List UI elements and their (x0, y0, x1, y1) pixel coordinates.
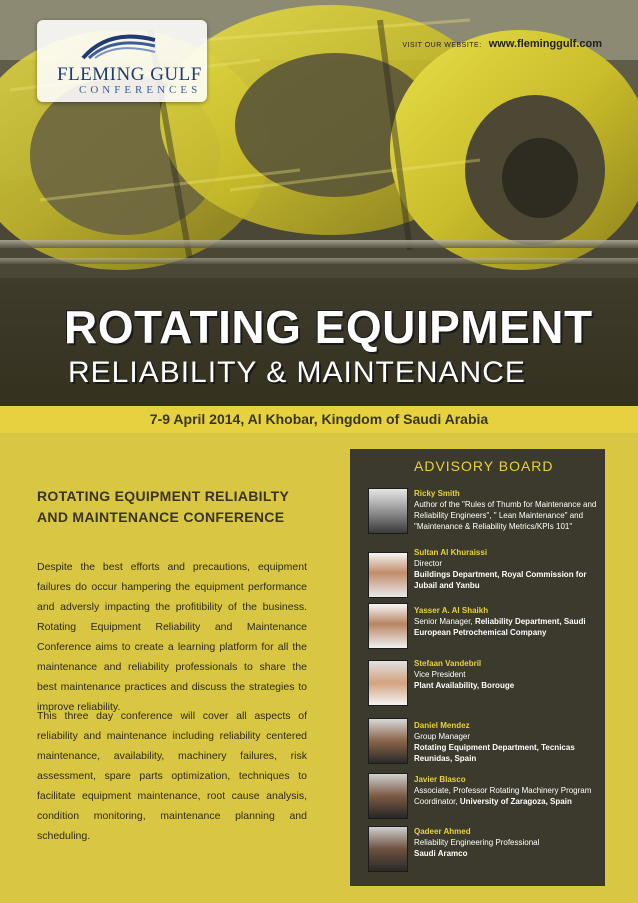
member-name: Javier Blasco (414, 775, 466, 784)
member-role: Director (414, 559, 443, 568)
member-name: Yasser A. Al Shaikh (414, 606, 489, 615)
board-member (414, 720, 604, 764)
logo-swoosh-icon (79, 28, 159, 62)
avatar (368, 603, 408, 649)
page-subtitle: RELIABILITY & MAINTENANCE (68, 356, 526, 389)
avatar (368, 718, 408, 764)
member-role: Reliability Engineering Professional (414, 838, 540, 847)
member-org: Buildings Department, Royal Commission for Jubail and Yanbu (414, 570, 587, 590)
board-member (414, 774, 604, 807)
member-role: Group Manager (414, 732, 471, 741)
hero-photo (0, 0, 638, 278)
avatar (368, 552, 408, 598)
advisory-board-title: ADVISORY BOARD (414, 458, 554, 474)
member-name: Stefaan Vandebril (414, 659, 482, 668)
member-role: Senior Manager, (414, 617, 475, 626)
website-label: VISIT OUR WEBSITE: (402, 42, 482, 49)
logo-subtitle: CONFERENCES (79, 84, 202, 96)
board-member (414, 547, 604, 591)
intro-paragraph: Despite the best efforts and precautions, equipment failures do occur hampering the equipment performance and adversly impacting the profitibility of the business. Rotating Equipment Reliability and Maintenance Conference aims to create a learning platform for all the maintenance and reliability professionals to share the best maintenance practices and discuss the strategies to improve reliability. (37, 561, 307, 713)
event-date: 7-9 April 2014, Al Khobar, Kingdom of Saudi Arabia (149, 411, 489, 427)
logo-panel (37, 20, 207, 102)
coverage-paragraph: This three day conference will cover all aspects of reliability and maintenance including reliability centered maintenance, availability, machinery failures, risk assessment, spare parts optimization, techniques to facilitate equipment maintenance, root cause analysis, condition monitoring, maintenance planning and scheduling. (37, 710, 307, 842)
website-link[interactable]: www.fleminggulf.com (488, 38, 602, 50)
member-org: Saudi Aramco (414, 849, 468, 858)
member-name: Daniel Mendez (414, 721, 470, 730)
member-name: Sultan Al Khuraissi (414, 548, 488, 557)
page-title: ROTATING EQUIPMENT (64, 301, 593, 353)
member-name: Qadeer Ahmed (414, 827, 471, 836)
website-line (402, 38, 602, 50)
member-org: Plant Availability, Borouge (414, 681, 515, 690)
board-member (414, 658, 604, 691)
avatar (368, 826, 408, 872)
conference-heading: ROTATING EQUIPMENT RELIABILTY AND MAINTENANCE CONFERENCE (37, 488, 289, 525)
avatar (368, 660, 408, 706)
member-org: Reliability Department, Saudi European Petrochemical Company (414, 617, 586, 637)
member-role: Author of the "Rules of Thumb for Maintenance and Reliability Engineers", " Lean Maintenance" and "Maintenance & Reliability Metrics/KPIs 101" (414, 500, 597, 531)
board-member (414, 826, 604, 859)
member-name: Ricky Smith (414, 489, 460, 498)
member-org: University of Zaragoza, Spain (459, 797, 572, 806)
member-org: Rotating Equipment Department, Tecnicas Reunidas, Spain (414, 743, 575, 763)
board-member (414, 605, 604, 638)
member-role: Vice President (414, 670, 466, 679)
board-member (414, 488, 604, 532)
member-role: Associate, Professor Rotating Machinery Program Coordinator, (414, 786, 592, 806)
avatar (368, 488, 408, 534)
avatar (368, 773, 408, 819)
logo-name: FLEMING GULF (57, 64, 202, 85)
